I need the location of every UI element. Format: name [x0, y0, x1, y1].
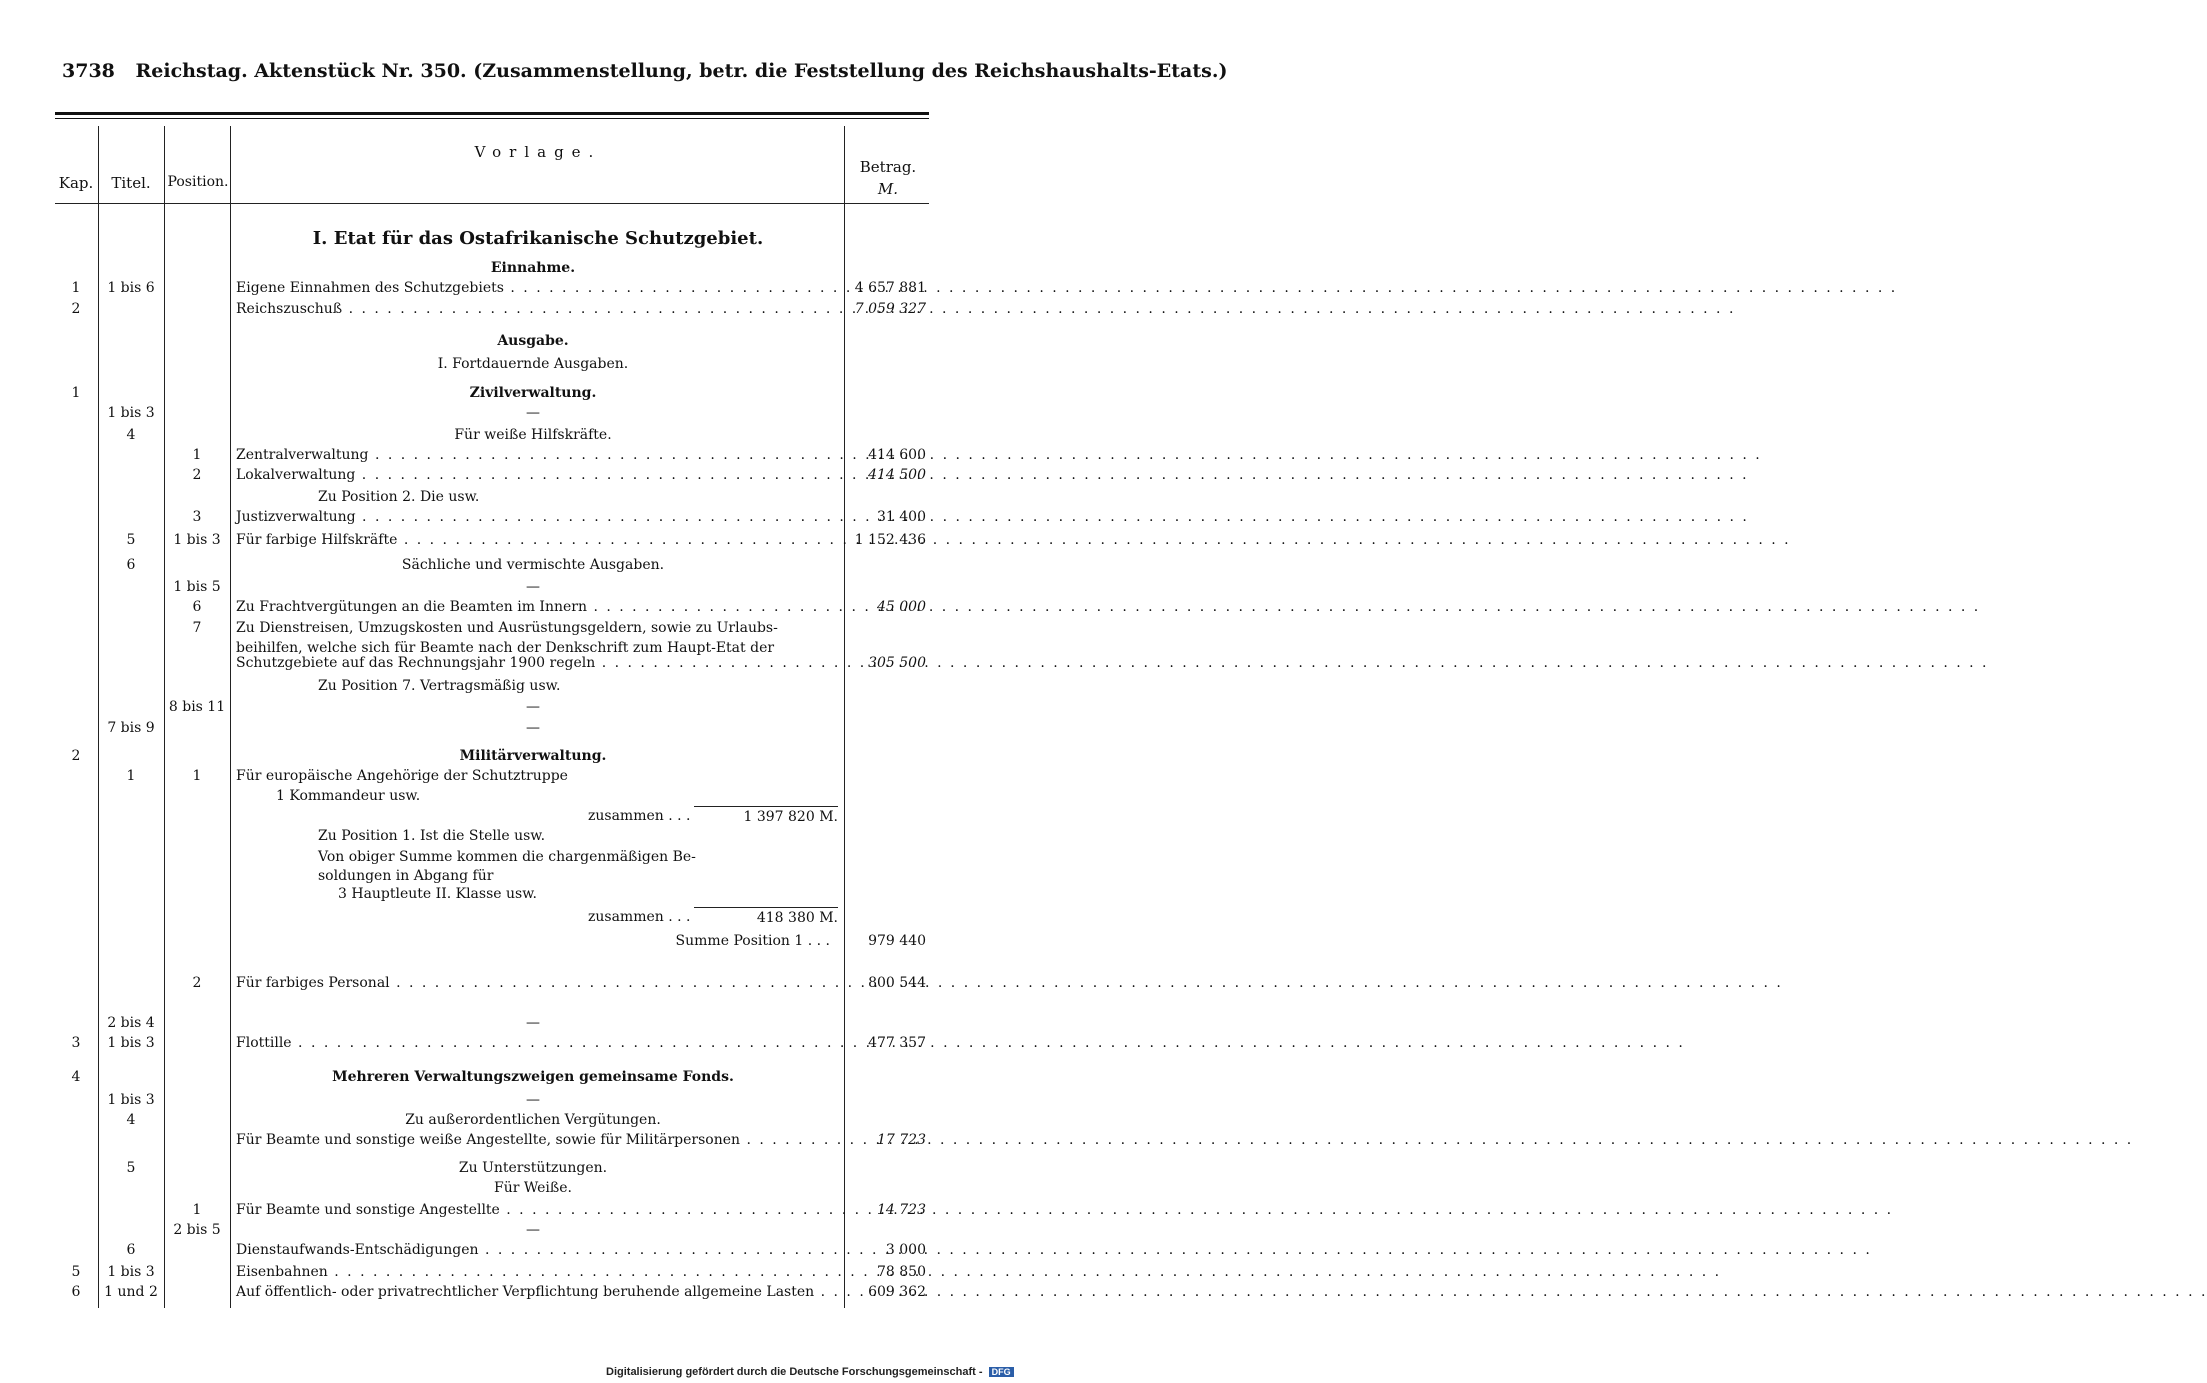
table-row	[0, 403, 1000, 423]
row-titel: 1 bis 6	[107, 280, 155, 296]
row-position: 1	[192, 1202, 202, 1218]
row-amount: 17 723	[877, 1132, 926, 1148]
subtotal-1-label: zusammen . . .	[588, 808, 691, 824]
row-position: 2	[192, 975, 202, 991]
table-row	[0, 1262, 1000, 1282]
row-description: beihilfen, welche sich für Beamte nach der Denkschrift zum Haupt-Etat der	[236, 640, 775, 656]
row-titel: 6	[126, 1242, 136, 1258]
row-description: Auf öffentlich- oder privatrechtlicher Verpflichtung beruhende allgemeine Lasten . . .	[236, 1282, 830, 1302]
row-kap: 1	[71, 280, 81, 296]
dfg-logo-badge: DFG	[989, 1367, 1014, 1377]
row-position: 1 bis 5	[173, 579, 221, 595]
table-row	[0, 653, 1000, 673]
row-titel: 7 bis 9	[107, 720, 155, 736]
row-position: 2 bis 5	[173, 1222, 221, 1238]
subtotal-2-value: 418 380 M.	[694, 907, 838, 928]
row-description: Zu außerordentlichen Vergütungen.	[405, 1112, 661, 1128]
row-kap: 5	[71, 1264, 81, 1280]
header-rule-thin	[55, 118, 929, 119]
row-amount: 78 850	[877, 1264, 926, 1280]
row-position: 8 bis 11	[168, 699, 226, 715]
row-description: —	[526, 699, 540, 715]
row-amount: 4 657 881	[854, 280, 926, 296]
table-row	[0, 1090, 1000, 1110]
footer-credit	[606, 1366, 1014, 1378]
table-row	[0, 1067, 1000, 1087]
table-row	[0, 786, 1000, 806]
row-titel: 1 bis 3	[107, 1035, 155, 1051]
note-3: soldungen in Abgang für	[318, 868, 494, 884]
row-titel: 1 bis 3	[107, 1264, 155, 1280]
table-row	[0, 1200, 1000, 1220]
row-titel: 2 bis 4	[107, 1015, 155, 1031]
row-description: Zu Position 7. Vertragsmäßig usw.	[318, 678, 561, 694]
page-number: 3738	[62, 60, 115, 82]
row-amount: 31 400	[877, 509, 926, 525]
row-description: —	[526, 405, 540, 421]
row-amount: 7 059 327	[854, 301, 926, 317]
subtotal-1-value: 1 397 820 M.	[694, 806, 838, 827]
row-titel: 5	[126, 1160, 136, 1176]
subtotal-1	[588, 806, 838, 826]
row-kap: 2	[71, 301, 81, 317]
row-titel: 5	[126, 532, 136, 548]
header-rule-thick	[55, 112, 929, 115]
header-titel: Titel.	[111, 174, 151, 192]
row-titel: 6	[126, 557, 136, 573]
row-amount: 477 357	[868, 1035, 926, 1051]
row-amount: 305 500	[868, 655, 926, 671]
table-row	[0, 577, 1000, 597]
table-header-rule	[55, 203, 929, 204]
table-row	[0, 766, 1000, 786]
row-description: Eisenbahnen . . .	[236, 1262, 830, 1282]
table-row	[0, 507, 1000, 527]
row-position: 7	[192, 620, 202, 636]
table-row	[0, 354, 1000, 374]
row-amount: 800 544	[868, 975, 926, 991]
header-vorlage: Vorlage.	[474, 143, 602, 161]
row-description: Für Beamte und sonstige Angestellte . . .	[236, 1200, 830, 1220]
row-description: Zu Unterstützungen.	[458, 1160, 608, 1176]
table-row	[0, 530, 1000, 550]
row-amount: 45 000	[877, 599, 926, 615]
table-row	[0, 1178, 1000, 1198]
table-row	[0, 555, 1000, 575]
table-row	[0, 1130, 1000, 1150]
table-row	[0, 1220, 1000, 1240]
row-titel: 1	[126, 768, 136, 784]
table-row	[0, 1110, 1000, 1130]
row-description: Für farbiges Personal . . .	[236, 973, 830, 993]
page-header	[62, 60, 1228, 82]
row-description: Für Weiße.	[494, 1180, 572, 1196]
table-row	[0, 487, 1000, 507]
table-row	[0, 425, 1000, 445]
row-position: 2	[192, 467, 202, 483]
row-description: Zivilverwaltung.	[469, 385, 597, 401]
row-titel: 4	[126, 427, 136, 443]
table-row	[0, 1282, 1000, 1302]
table-row	[0, 1013, 1000, 1033]
table-row	[0, 258, 1000, 278]
row-description: Eigene Einnahmen des Schutzgebiets . . .	[236, 278, 830, 298]
table-row	[0, 331, 1000, 351]
summe-row	[0, 931, 1000, 951]
row-description: —	[526, 579, 540, 595]
table-row	[0, 676, 1000, 696]
table-row	[0, 1158, 1000, 1178]
row-description: Sächliche und vermischte Ausgaben.	[401, 557, 665, 573]
subtotal-2-label: zusammen . . .	[588, 909, 691, 925]
table-row	[0, 618, 1000, 638]
row-titel: 1 bis 3	[107, 1092, 155, 1108]
row-description: Für farbige Hilfskräfte . . .	[236, 530, 830, 550]
row-description: Reichszuschuß . . .	[236, 299, 830, 319]
row-description: Flottille . . .	[236, 1033, 830, 1053]
row-description: —	[526, 1092, 540, 1108]
row-position: 1	[192, 768, 202, 784]
row-description: —	[526, 1222, 540, 1238]
row-kap: 2	[71, 748, 81, 764]
note-4: 3 Hauptleute II. Klasse usw.	[338, 886, 537, 902]
row-kap: 1	[71, 385, 81, 401]
row-description: Schutzgebiete auf das Rechnungsjahr 1900 regeln . . .	[236, 653, 830, 673]
table-row	[0, 1033, 1000, 1053]
row-description: —	[526, 1015, 540, 1031]
row-position: 6	[192, 599, 202, 615]
table-row	[0, 718, 1000, 738]
table-row	[0, 445, 1000, 465]
table-row	[0, 973, 1000, 993]
row-description: Für weiße Hilfskräfte.	[454, 427, 612, 443]
row-description: Zu Position 2. Die usw.	[318, 489, 480, 505]
row-titel: 1 bis 3	[107, 405, 155, 421]
note-2: Von obiger Summe kommen die chargenmäßigen Be-	[318, 849, 696, 865]
row-kap: 6	[71, 1284, 81, 1300]
row-kap: 3	[71, 1035, 81, 1051]
table-row	[0, 697, 1000, 717]
table-row	[0, 299, 1000, 319]
footer-text: Digitalisierung gefördert durch die Deutsche Forschungsgemeinschaft -	[606, 1366, 983, 1378]
table-row	[0, 597, 1000, 617]
subtotal-2	[588, 907, 838, 927]
row-titel: 1 und 2	[104, 1284, 158, 1300]
row-amount: 3 000	[885, 1242, 926, 1258]
row-amount: 414 500	[868, 467, 926, 483]
table-row	[0, 278, 1000, 298]
row-description: Justizverwaltung . . .	[236, 507, 830, 527]
header-title: Reichstag. Aktenstück Nr. 350. (Zusammenstellung, betr. die Feststellung des Reichshaushalts-Etats.)	[135, 60, 1228, 82]
table-row	[0, 465, 1000, 485]
row-description: Ausgabe.	[497, 333, 569, 349]
row-description: Zentralverwaltung . . .	[236, 445, 830, 465]
header-betrag: Betrag.	[859, 158, 917, 176]
table-row	[0, 1240, 1000, 1260]
header-currency: M.	[877, 180, 899, 198]
row-position: 1	[192, 447, 202, 463]
row-position: 1 bis 3	[173, 532, 221, 548]
note-1: Zu Position 1. Ist die Stelle usw.	[318, 828, 546, 844]
header-kap: Kap.	[58, 174, 94, 192]
row-amount: 1 152 436	[854, 532, 926, 548]
row-description: —	[526, 720, 540, 736]
row-description: Zu Frachtvergütungen an die Beamten im Innern . . .	[236, 597, 830, 617]
row-description: Einnahme.	[490, 260, 576, 276]
row-description: 1 Kommandeur usw.	[276, 788, 421, 804]
row-amount: 14 723	[877, 1202, 926, 1218]
row-kap: 4	[71, 1069, 81, 1085]
row-description: Mehreren Verwaltungszweigen gemeinsame Fonds.	[332, 1069, 734, 1085]
row-description: I. Fortdauernde Ausgaben.	[437, 356, 629, 372]
table-row	[0, 383, 1000, 403]
summe-amount: 979 440	[868, 933, 926, 949]
table-row	[0, 746, 1000, 766]
row-amount: 414 600	[868, 447, 926, 463]
row-description: Für Beamte und sonstige weiße Angestellte, sowie für Militärpersonen . . .	[236, 1130, 830, 1150]
row-description: Militärverwaltung.	[459, 748, 607, 764]
row-position: 3	[192, 509, 202, 525]
row-titel: 4	[126, 1112, 136, 1128]
section-title: I. Etat für das Ostafrikanische Schutzgebiet.	[312, 228, 764, 249]
row-amount: 609 362	[868, 1284, 926, 1300]
summe-label: Summe Position 1 . . .	[675, 933, 830, 949]
row-description: Für europäische Angehörige der Schutztruppe	[236, 768, 568, 784]
row-description: Zu Dienstreisen, Umzugskosten und Ausrüstungsgeldern, sowie zu Urlaubs-	[236, 620, 778, 636]
row-description: Lokalverwaltung . . .	[236, 465, 830, 485]
row-description: Dienstaufwands-Entschädigungen . . .	[236, 1240, 830, 1260]
header-position: Position.	[167, 174, 229, 190]
